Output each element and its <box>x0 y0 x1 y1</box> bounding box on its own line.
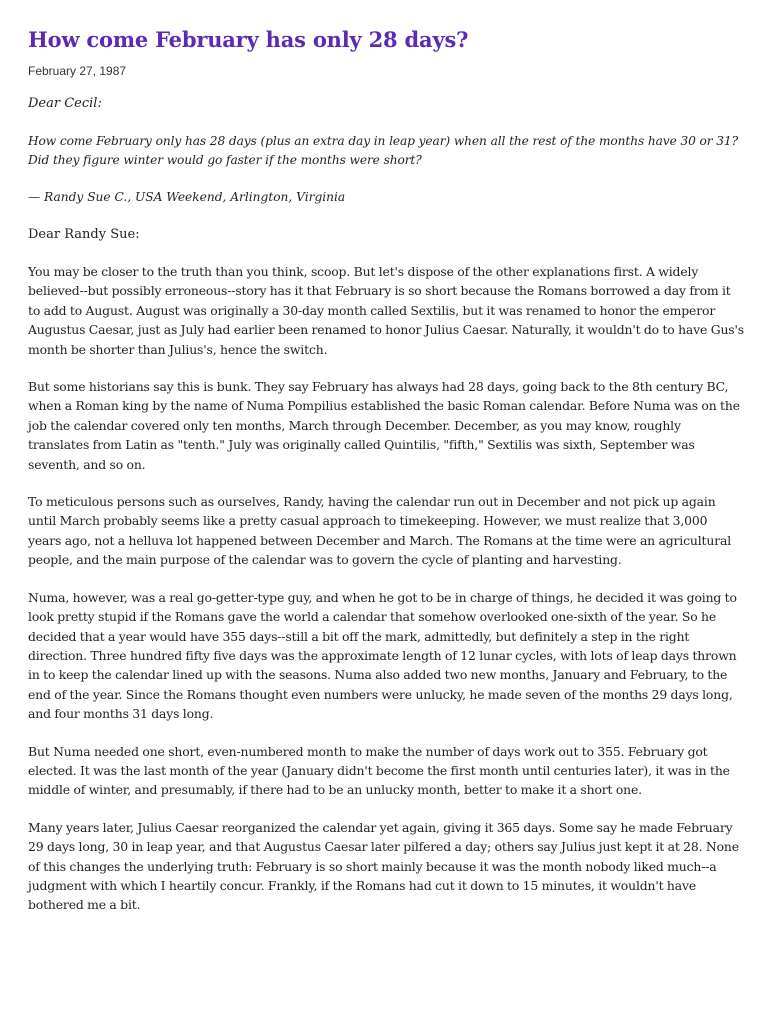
reader-question: How come February only has 28 days (plus an extra day in leap year) when all the rest of the months have 30 or 31? Did they figure winter would go faster if the months were short? <box>28 134 739 167</box>
answer-paragraph: But some historians say this is bunk. They say February has always had 28 days, going back to the 8th century BC, when a Roman king by the name of Numa Pompilius established the basic Roman calendar. Before Numa was on the job the calendar covered only ten months, March through December. December, as you may know, roughly translates from Latin as "tenth." July was originally called Quintilis, "fifth," Sextilis was sixth, September was seventh, and so on. <box>28 379 740 472</box>
article-title: How come February has only 28 days? <box>28 27 469 52</box>
article <box>28 26 744 933</box>
reader-signature: — Randy Sue C., USA Weekend, Arlington, Virginia <box>28 190 346 204</box>
answer-paragraph: You may be closer to the truth than you think, scoop. But let's dispose of the other explanations first. A widely believed--but possibly erroneous--story has it that February is so short because the Romans borrowed a day from it to add to August. August was originally a 30-day month called Sextilis, but it was renamed to honor the emperor Augustus Caesar, just as July had earlier been renamed to honor Julius Caesar. Naturally, it wouldn't do to have Gus's month be shorter than Julius's, hence the switch. <box>28 264 744 357</box>
article-date: February 27, 1987 <box>28 64 127 78</box>
answer-paragraph: But Numa needed one short, even-numbered month to make the number of days work out to 355. February got elected. It was the last month of the year (January didn't become the first month until centuries later), it was in the middle of winter, and presumably, if there had to be an unlucky month, better to make it a short one. <box>28 743 730 798</box>
answer-paragraph: Many years later, Julius Caesar reorganized the calendar yet again, giving it 365 days. Some say he made February 29 days long, 30 in leap year, and that Augustus Caesar later pilfered a day; others say Julius just kept it at 28. None of this changes the underlying truth: February is so short mainly because it was the month nobody liked much--a judgment with which I heartily concur. Frankly, if the Romans had cut it down to 15 minutes, it wouldn't have bothered me a bit. <box>28 819 739 913</box>
answer-paragraph: Numa, however, was a real go-getter-type guy, and when he got to be in charge of things, he decided it was going to look pretty stupid if the Romans gave the world a calendar that somehow overlooked one-sixth of the year. So he decided that a year would have 355 days--still a bit off the mark, admittedly, but definitely a step in the right direction. Three hundred fifty five days was the approximate length of 12 lunar cycles, with lots of leap days thrown in to keep the calendar lined up with the seasons. Numa also added two new months, January and February, to the end of the year. Since the Romans thought even numbers were unlucky, he made seven of the months 29 days long, and four months 31 days long. <box>28 589 737 722</box>
answer-greeting: Dear Randy Sue: <box>28 227 140 242</box>
question-greeting: Dear Cecil: <box>28 96 102 111</box>
answer-paragraph: To meticulous persons such as ourselves, Randy, having the calendar run out in December and not pick up again until March probably seems like a pretty casual approach to timekeeping. However, we must realize that 3,000 years ago, not a helluva lot happened between December and March. The Romans at the time were an agricultural people, and the main purpose of the calendar was to govern the cycle of planting and harvesting. <box>28 494 732 568</box>
